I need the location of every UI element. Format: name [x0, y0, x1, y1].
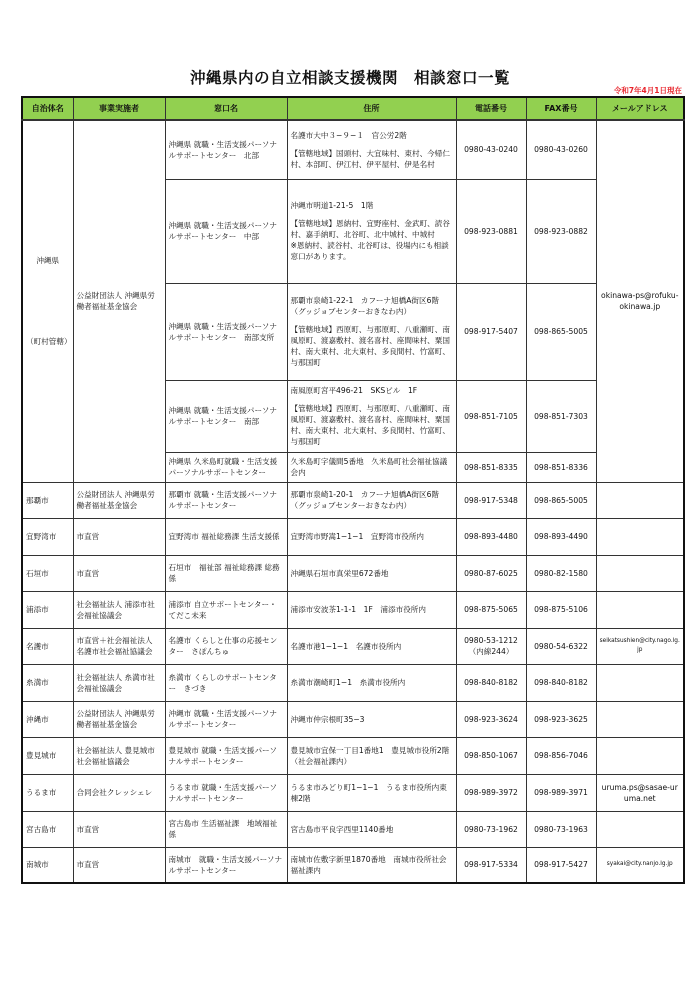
- operator-cell: 社会福祉法人 豊見城市社会福祉協議会: [73, 737, 165, 774]
- operator-cell: 社会福祉法人 浦添市社会福祉協議会: [73, 591, 165, 628]
- operator-cell: 市直営: [73, 811, 165, 847]
- operator-cell: 社会福祉法人 糸満市社会福祉協議会: [73, 664, 165, 701]
- window-cell: 浦添市 自立サポートセンター・てだこ未来: [165, 591, 287, 628]
- consultation-table: [21, 96, 685, 884]
- tel-cell: 098-851-7105: [456, 380, 526, 452]
- fax-cell: 098-865-5005: [526, 283, 596, 380]
- jurisdiction-area: 【管轄地域】恩納村、宜野座村、金武町、読谷村、嘉手納町、北谷町、北中城村、中城村: [290, 219, 450, 239]
- window-cell: 糸満市 くらしのサポートセンター きづき: [165, 664, 287, 701]
- fax-cell: 0980-43-0260: [526, 120, 596, 179]
- email-cell: [596, 518, 684, 555]
- window-cell: うるま市 就職・生活支援パーソナルサポートセンター: [165, 774, 287, 811]
- operator-cell: 公益財団法人 沖縄県労働者福祉基金協会: [73, 482, 165, 518]
- window-cell: 沖縄県 就職・生活支援パーソナルサポートセンター 中部: [165, 179, 287, 283]
- header-tel: 電話番号: [456, 97, 526, 120]
- address-cell: 沖縄県石垣市真栄里672番地: [287, 555, 456, 591]
- address-note: ※恩納村、読谷村、北谷町は、役場内にも相談窓口があります。: [290, 241, 449, 261]
- email-cell[interactable]: okinawa-ps@rofuku-okinawa.jp: [596, 120, 684, 482]
- fax-cell: 0980-82-1580: [526, 555, 596, 591]
- tel-cell: 098-917-5334: [456, 847, 526, 883]
- email-cell[interactable]: uruma.ps@sasae-uruma.net: [596, 774, 684, 811]
- tel-cell: 098-923-0881: [456, 179, 526, 283]
- table-header-row: [22, 97, 684, 120]
- window-cell: 沖縄県 就職・生活支援パーソナルサポートセンター 南部: [165, 380, 287, 452]
- fax-cell: 098-840-8182: [526, 664, 596, 701]
- page-title: 沖縄県内の自立相談支援機関 相談窓口一覧: [189, 69, 510, 87]
- window-cell: 沖縄県 就職・生活支援パーソナルサポートセンター 南部支所: [165, 283, 287, 380]
- municipality-cell: [22, 120, 73, 482]
- tel-cell: 098-917-5407: [456, 283, 526, 380]
- address-cell: [287, 120, 456, 179]
- email-cell: [596, 664, 684, 701]
- address-cell: [287, 380, 456, 452]
- window-cell: 沖縄市 就職・生活支援パーソナルサポートセンター: [165, 701, 287, 737]
- window-cell: 南城市 就職・生活支援パーソナルサポートセンター: [165, 847, 287, 883]
- tel-cell: 0980-87-6025: [456, 555, 526, 591]
- operator-cell: 市直営: [73, 518, 165, 555]
- fax-cell: 098-923-0882: [526, 179, 596, 283]
- fax-cell: 098-923-3625: [526, 701, 596, 737]
- address-line-2: （グッジョブセンターおきなわ内）: [290, 307, 412, 316]
- address-cell: 久米島町字儀間5番地 久米島町社会福祉協議会内: [287, 452, 456, 482]
- tel-cell: 098-989-3972: [456, 774, 526, 811]
- tel-cell: 098-923-3624: [456, 701, 526, 737]
- window-cell: 宜野湾市 福祉総務課 生活支援係: [165, 518, 287, 555]
- header-operator: 事業実施者: [73, 97, 165, 120]
- fax-cell: 098-851-8336: [526, 452, 596, 482]
- table-row: [22, 120, 684, 179]
- address-line: 名護市大中３−９−１ 官公労2階: [290, 130, 407, 140]
- tel-main: 0980-53-1212: [464, 636, 518, 645]
- tel-cell: 098-875-5065: [456, 591, 526, 628]
- window-cell: 豊見城市 就職・生活支援パーソナルサポートセンター: [165, 737, 287, 774]
- tel-extension: （内線244）: [468, 647, 514, 656]
- municipality-cell: うるま市: [22, 774, 73, 811]
- operator-cell: 公益財団法人 沖縄県労働者福祉基金協会: [73, 701, 165, 737]
- municipality-cell: 浦添市: [22, 591, 73, 628]
- address-cell: [287, 283, 456, 380]
- table-row: [22, 555, 684, 591]
- operator-cell: 市直営: [73, 847, 165, 883]
- tel-cell: 0980-73-1962: [456, 811, 526, 847]
- fax-cell: 098-875-5106: [526, 591, 596, 628]
- table-row: [22, 737, 684, 774]
- email-cell: [596, 737, 684, 774]
- address-cell: [287, 482, 456, 518]
- table-row: [22, 664, 684, 701]
- address-line: 沖縄市明道1-21-5 1階: [290, 201, 374, 210]
- fax-cell: 098-865-5005: [526, 482, 596, 518]
- table-row: [22, 811, 684, 847]
- table-row: [22, 774, 684, 811]
- tel-cell: 098-893-4480: [456, 518, 526, 555]
- email-cell[interactable]: seikatsushien@city.nago.lg.jp: [596, 628, 684, 664]
- tel-cell: 0980-43-0240: [456, 120, 526, 179]
- fax-cell: 098-851-7303: [526, 380, 596, 452]
- operator-cell: 合同会社クレッシェレ: [73, 774, 165, 811]
- table-row: [22, 847, 684, 883]
- fax-cell: 0980-73-1963: [526, 811, 596, 847]
- fax-cell: 0980-54-6322: [526, 628, 596, 664]
- municipality-cell: 那覇市: [22, 482, 73, 518]
- address-cell: 糸満市潮崎町1−1 糸満市役所内: [287, 664, 456, 701]
- email-cell: [596, 555, 684, 591]
- municipality-cell: 宮古島市: [22, 811, 73, 847]
- address-line: 南風原町宮平496-21 SKSビル 1F: [290, 386, 418, 395]
- municipality-cell: 南城市: [22, 847, 73, 883]
- email-cell: [596, 482, 684, 518]
- municipality-cell: 宜野湾市: [22, 518, 73, 555]
- tel-cell: [456, 628, 526, 664]
- fax-cell: 098-917-5427: [526, 847, 596, 883]
- operator-cell: 公益財団法人 沖縄県労働者福祉基金協会: [73, 120, 165, 482]
- municipality-cell: 名護市: [22, 628, 73, 664]
- municipality-cell: 沖縄市: [22, 701, 73, 737]
- municipality-cell: 糸満市: [22, 664, 73, 701]
- fax-cell: 098-989-3971: [526, 774, 596, 811]
- address-cell: 宜野湾市野嵩1−1−1 宜野湾市役所内: [287, 518, 456, 555]
- address-cell: 宮古島市平良字西里1140番地: [287, 811, 456, 847]
- address-cell: 豊見城市宜保一丁目1番地1 豊見城市役所2階（社会福祉課内）: [287, 737, 456, 774]
- window-cell: 沖縄県 就職・生活支援パーソナルサポートセンター 北部: [165, 120, 287, 179]
- municipality-cell: 豊見城市: [22, 737, 73, 774]
- fax-cell: 098-893-4490: [526, 518, 596, 555]
- table-row: [22, 591, 684, 628]
- email-cell: [596, 591, 684, 628]
- jurisdiction-area: 【管轄地域】西原町、与那原町、八重瀬町、南風原町、渡嘉敷村、渡名喜村、座間味村、粟国村、南大東村、北大東村、多良間村、竹富町、与那国町: [290, 325, 450, 367]
- window-cell: 宮古島市 生活福祉課 地域福祉係: [165, 811, 287, 847]
- header-address: 住所: [287, 97, 456, 120]
- operator-cell: 市直営: [73, 555, 165, 591]
- header-municipality: 自治体名: [22, 97, 73, 120]
- email-cell[interactable]: syakai@city.nanjo.lg.jp: [596, 847, 684, 883]
- email-cell: [596, 811, 684, 847]
- header-fax: FAX番号: [526, 97, 596, 120]
- email-cell: [596, 701, 684, 737]
- window-cell: 沖縄県 久米島町就職・生活支援パーソナルサポートセンター: [165, 452, 287, 482]
- address-cell: [287, 179, 456, 283]
- header-email: メールアドレス: [596, 97, 684, 120]
- as-of-date: 令和7年4月1日現在: [613, 86, 682, 95]
- tel-cell: 098-917-5348: [456, 482, 526, 518]
- address-cell: 沖縄市仲宗根町35−3: [287, 701, 456, 737]
- municipality-name: 沖縄県: [36, 256, 60, 266]
- window-cell: 那覇市 就職・生活支援パーソナルサポートセンター: [165, 482, 287, 518]
- municipality-note: （町村管轄）: [26, 337, 72, 347]
- operator-cell: 市直営＋社会福祉法人 名護市社会福祉協議会: [73, 628, 165, 664]
- address-cell: うるま市みどり町1−1−1 うるま市役所内東棟2階: [287, 774, 456, 811]
- tel-cell: 098-840-8182: [456, 664, 526, 701]
- municipality-cell: 石垣市: [22, 555, 73, 591]
- address-cell: 南城市佐敷字新里1870番地 南城市役所社会福祉課内: [287, 847, 456, 883]
- window-cell: 石垣市 福祉部 福祉総務課 総務係: [165, 555, 287, 591]
- address-line: 那覇市泉崎1-20-1 カフーナ旭橋A街区6階: [290, 490, 440, 499]
- address-line: 那覇市泉崎1-22-1 カフーナ旭橋A街区6階: [290, 296, 440, 305]
- header-window: 窓口名: [165, 97, 287, 120]
- tel-cell: 098-851-8335: [456, 452, 526, 482]
- jurisdiction-area: 【管轄地域】西原町、与那原町、八重瀬町、南風原町、渡嘉敷村、渡名喜村、座間味村、粟国村、南大東村、北大東村、多良間村、竹富町、与那国町: [290, 404, 450, 446]
- table-row: [22, 701, 684, 737]
- address-line-2: （グッジョブセンターおきなわ内）: [290, 501, 412, 510]
- table-row: [22, 518, 684, 555]
- tel-cell: 098-850-1067: [456, 737, 526, 774]
- fax-cell: 098-856-7046: [526, 737, 596, 774]
- window-cell: 名護市 くらしと仕事の応援センター さぽんちゅ: [165, 628, 287, 664]
- address-cell: 浦添市安波茶1-1-1 1F 浦添市役所内: [287, 591, 456, 628]
- address-cell: 名護市港1−1−1 名護市役所内: [287, 628, 456, 664]
- table-row: [22, 628, 684, 664]
- table-row: [22, 482, 684, 518]
- jurisdiction-area: 【管轄地域】国頭村、大宜味村、東村、今帰仁村、本部町、伊江村、伊平屋村、伊是名村: [290, 148, 450, 169]
